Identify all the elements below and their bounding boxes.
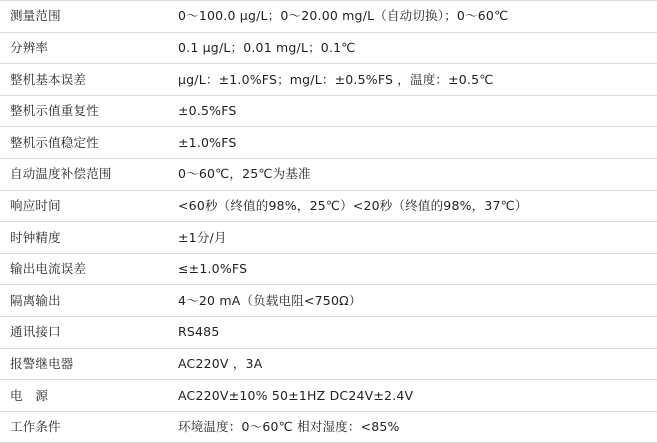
spec-label: 时钟精度 [10,229,61,245]
spec-label: 输出电流误差 [10,261,87,277]
spec-value: 0～60℃，25℃为基准 [178,166,311,182]
spec-value: 0.1 µg/L；0.01 mg/L；0.1℃ [178,40,356,56]
table-row [0,32,657,64]
spec-label: 工作条件 [10,419,61,435]
spec-label: 报警继电器 [10,356,74,372]
table-row [0,222,657,254]
spec-label: 电 源 [10,387,49,403]
spec-value: ±1.0%FS [178,134,237,150]
spec-label: 整机示值重复性 [10,103,99,119]
table-row [0,253,657,285]
spec-value: AC220V ，3A [178,356,263,372]
spec-label: 整机基本误差 [10,71,87,87]
spec-label: 自动温度补偿范围 [10,166,112,182]
table-row [0,285,657,317]
table-row [0,316,657,348]
spec-label: 测量范围 [10,8,61,24]
spec-value: 0～100.0 µg/L；0～20.00 mg/L（自动切换）；0～60℃ [178,8,509,24]
specifications-table-body [0,1,657,443]
spec-value: 4～20 mA（负载电阻<750Ω） [178,292,362,308]
spec-label: 通讯接口 [10,324,61,340]
spec-label: 响应时间 [10,198,61,214]
spec-label: 隔离输出 [10,292,61,308]
table-row [0,1,657,33]
spec-label: 分辨率 [10,40,49,56]
table-row [0,411,657,443]
spec-value: ≤±1.0%FS [178,261,248,277]
spec-value: RS485 [178,324,220,340]
spec-value: AC220V±10% 50±1HZ DC24V±2.4V [178,387,414,403]
spec-value: 环境温度：0～60℃ 相对湿度：<85% [178,419,400,435]
table-row [0,190,657,222]
table-row [0,127,657,159]
table-row [0,348,657,380]
spec-value: ±0.5%FS [178,103,237,119]
spec-value: µg/L：±1.0%FS；mg/L：±0.5%FS ，温度：±0.5℃ [178,71,494,87]
table-row [0,158,657,190]
spec-value: ±1分/月 [178,229,227,245]
table-row [0,95,657,127]
table-row [0,64,657,96]
spec-label: 整机示值稳定性 [10,134,99,150]
spec-value: <60秒（终值的98%，25℃）<20秒（终值的98%，37℃） [178,198,528,214]
table-row [0,380,657,412]
